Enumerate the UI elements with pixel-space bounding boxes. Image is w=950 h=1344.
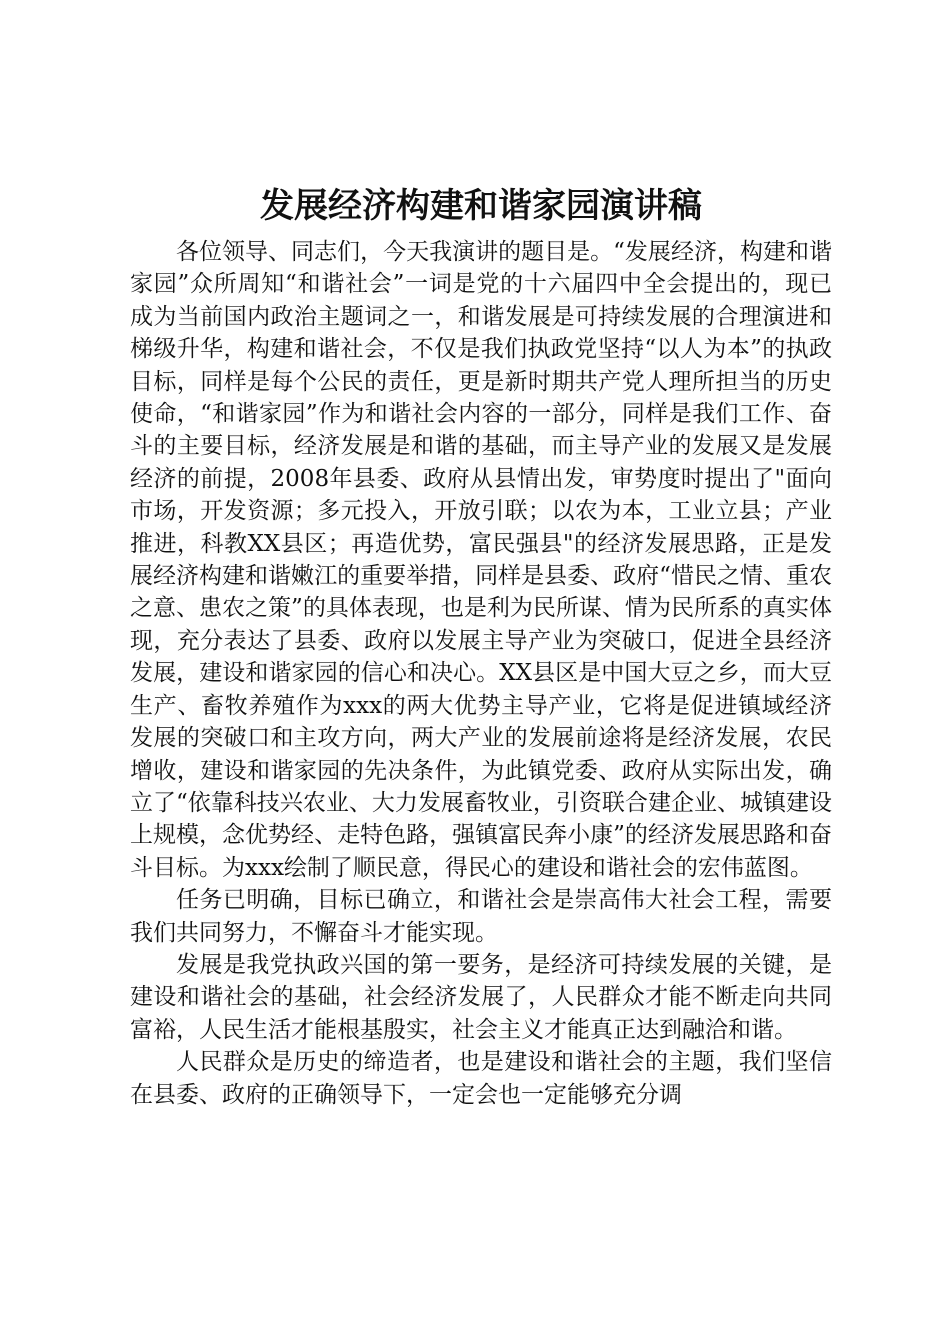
document-page	[130, 178, 832, 1111]
paragraph-4: 人民群众是历史的缔造者，也是建设和谐社会的主题，我们坚信在县委、政府的正确领导下，一定会也一定能够充分调	[130, 1049, 832, 1108]
paragraph-2: 任务已明确，目标已确立，和谐社会是崇高伟大社会工程，需要我们共同努力，不懈奋斗才能实现。	[130, 887, 832, 946]
paragraph-3: 发展是我党执政兴国的第一要务，是经济可持续发展的关键，是建设和谐社会的基础，社会经济发展了，人民群众才能不断走向共同富裕，人民生活才能根基殷实，社会主义才能真正达到融洽和谐。	[130, 951, 832, 1043]
document-title: 发展经济构建和谐家园演讲稿	[260, 186, 702, 226]
paragraph-1: 各位领导、同志们，今天我演讲的题目是。“发展经济，构建和谐家园”众所周知“和谐社会”一词是党的十六届四中全会提出的，现已成为当前国内政治主题词之一，和谐发展是可持续发展的合理演进和梯级升华，构建和谐社会，不仅是我们执政党坚持“以人为本”的执政目标，同样是每个公民的责任，更是新时期共产党人理所担当的历史使命，“和谐家园”作为和谐社会内容的一部分，同样是我们工作、奋斗的主要目标，经济发展是和谐的基础，而主导产业的发展又是发展经济的前提，2008年县委、政府从县情出发，审势度时提出了"面向市场，开发资源；多元投入，开放引联；以农为本，工业立县；产业推进，科教XX县区；再造优势，富民强县"的经济发展思路，正是发展经济构建和谐嫩江的重要举措，同样是县委、政府“惜民之情、重农之意、患农之策”的具体表现，也是利为民所谋、情为民所系的真实体现，充分表达了县委、政府以发展主导产业为突破口，促进全县经济发展，建设和谐家园的信心和决心。XX县区是中国大豆之乡，而大豆生产、畜牧养殖作为xxx的两大优势主导产业，它将是促进镇域经济发展的突破口和主攻方向，两大产业的发展前途将是经济发展，农民增收，建设和谐家园的先决条件，为此镇党委、政府从实际出发，确立了“依靠科技兴农业、大力发展畜牧业，引资联合建企业、城镇建设上规模，念优势经、走特色路，强镇富民奔小康”的经济发展思路和奋斗目标。为xxx绘制了顺民意，得民心的建设和谐社会的宏伟蓝图。	[130, 239, 832, 881]
